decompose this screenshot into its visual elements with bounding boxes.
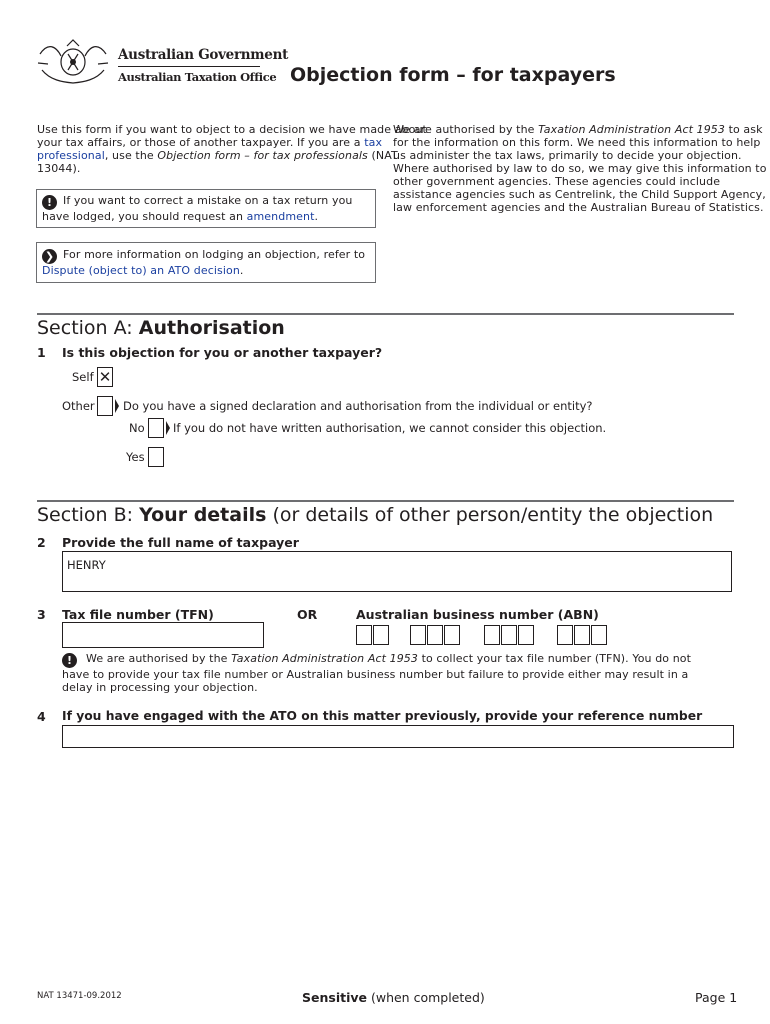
exclamation-icon: ! (42, 195, 57, 210)
other-checkbox[interactable] (97, 396, 113, 416)
arrow-right-icon: ❯ (42, 249, 57, 264)
intro-text-1: Use this form if you want to object to a decision we have made about your tax affairs, or those of another taxpayer. If you are a (37, 123, 427, 149)
tax-professional-link[interactable]: tax professional (37, 136, 383, 162)
gov-divider (118, 66, 260, 67)
or-label: OR (297, 607, 318, 622)
q1-text: Is this objection for you or another taxpayer? (62, 345, 383, 360)
form-code: NAT 13471-09.2012 (37, 991, 122, 1001)
no-label: No (129, 421, 145, 435)
section-b-divider (37, 500, 734, 502)
abn-digit-cell[interactable] (518, 625, 534, 645)
no-arrow-icon (166, 421, 170, 435)
self-label: Self (72, 370, 94, 384)
other-label: Other (62, 399, 95, 413)
more-info-text: For more information on lodging an objection, refer to (63, 248, 366, 261)
amendment-note-text: If you want to correct a mistake on a tax return you have lodged, you should request an (42, 194, 353, 223)
reference-number-field[interactable] (62, 725, 734, 748)
abn-digit-cell[interactable] (444, 625, 460, 645)
tfn-note-act-name: Taxation Administration Act 1953 (231, 652, 418, 665)
section-b-title: Your details (139, 504, 267, 526)
exclamation-icon: ! (62, 653, 77, 668)
sensitive-label (302, 990, 485, 1005)
tfn-note-text-2: to collect your tax file number (TFN). You do not have to provide your tax file number or Australian business number but failure to provide either may result in a delay in processing your objection. (62, 652, 692, 694)
more-info-end: . (239, 264, 244, 277)
intro-paragraph (37, 123, 432, 175)
section-a-heading (37, 317, 285, 339)
abn-digit-cell[interactable] (484, 625, 500, 645)
page-title: Objection form – for taxpayers (290, 64, 616, 86)
section-a-divider (37, 313, 734, 315)
amendment-link[interactable]: amendment (246, 210, 315, 223)
section-b-heading (37, 504, 713, 526)
yes-checkbox[interactable] (148, 447, 164, 467)
privacy-act-name: Taxation Administration Act 1953 (538, 123, 725, 136)
self-check-mark: ✕ (98, 368, 112, 386)
no-checkbox[interactable] (148, 418, 164, 438)
dispute-decision-link[interactable]: Dispute (object to) an ATO decision (42, 264, 240, 277)
yes-label: Yes (126, 450, 145, 464)
page-number: Page 1 (695, 990, 738, 1005)
abn-digit-cell[interactable] (591, 625, 607, 645)
intro-form-name: Objection form – for tax professionals (157, 149, 368, 162)
tfn-label: Tax file number (TFN) (62, 607, 214, 622)
gov-name: Australian Government (118, 47, 289, 63)
q3-number: 3 (37, 607, 46, 622)
taxpayer-name-field[interactable] (62, 551, 732, 592)
abn-digit-cell[interactable] (356, 625, 372, 645)
section-b-prefix: Section B: (37, 504, 140, 526)
q4-text: If you have engaged with the ATO on this matter previously, provide your reference number (62, 709, 703, 723)
crest-logo (34, 36, 112, 88)
abn-digit-cell[interactable] (501, 625, 517, 645)
intro-text-3: (NAT 13044). (37, 149, 398, 175)
amendment-note-end: . (314, 210, 319, 223)
abn-digit-cell[interactable] (410, 625, 426, 645)
sensitive-suffix: (when completed) (367, 990, 485, 1005)
abn-digit-cell[interactable] (427, 625, 443, 645)
agency-name: Australian Taxation Office (118, 70, 277, 84)
abn-digit-cell[interactable] (574, 625, 590, 645)
abn-label: Australian business number (ABN) (356, 607, 599, 622)
amendment-note-box (36, 189, 376, 228)
privacy-paragraph (393, 123, 768, 214)
q1-number: 1 (37, 345, 46, 360)
self-checkbox[interactable] (97, 367, 113, 387)
other-arrow-icon (115, 399, 119, 413)
taxpayer-name-value: HENRY (67, 558, 106, 572)
intro-text-2: , use the (104, 149, 158, 162)
q2-text: Provide the full name of taxpayer (62, 535, 299, 550)
abn-digit-cell[interactable] (557, 625, 573, 645)
section-b-suffix: (or details of other person/entity the objection (266, 504, 714, 526)
privacy-text-2: to ask for the information on this form. We need this information to help us administer the tax laws, primarily to decide your objection. Where authorised by law to do so, we may give this information to other government agencies. These agencies could include assistance agencies such as Centrelink, the Child Support Agency, law enforcement agencies and the Australian Bureau of Statistics. (393, 123, 767, 214)
abn-digit-cell[interactable] (373, 625, 389, 645)
tfn-privacy-note (62, 652, 702, 694)
more-info-box (36, 242, 376, 283)
other-followup-question: Do you have a signed declaration and authorisation from the individual or entity? (123, 399, 593, 413)
q2-number: 2 (37, 535, 46, 550)
section-a-title: Authorisation (138, 317, 285, 339)
privacy-text-1: We are authorised by the (393, 123, 539, 136)
section-a-prefix: Section A: (37, 317, 139, 339)
q4-number: 4 (37, 709, 46, 724)
tfn-note-text-1: We are authorised by the (86, 652, 232, 665)
sensitive-word: Sensitive (302, 990, 367, 1005)
no-authorisation-note: If you do not have written authorisation, we cannot consider this objection. (173, 421, 607, 435)
tfn-input[interactable] (62, 622, 264, 648)
